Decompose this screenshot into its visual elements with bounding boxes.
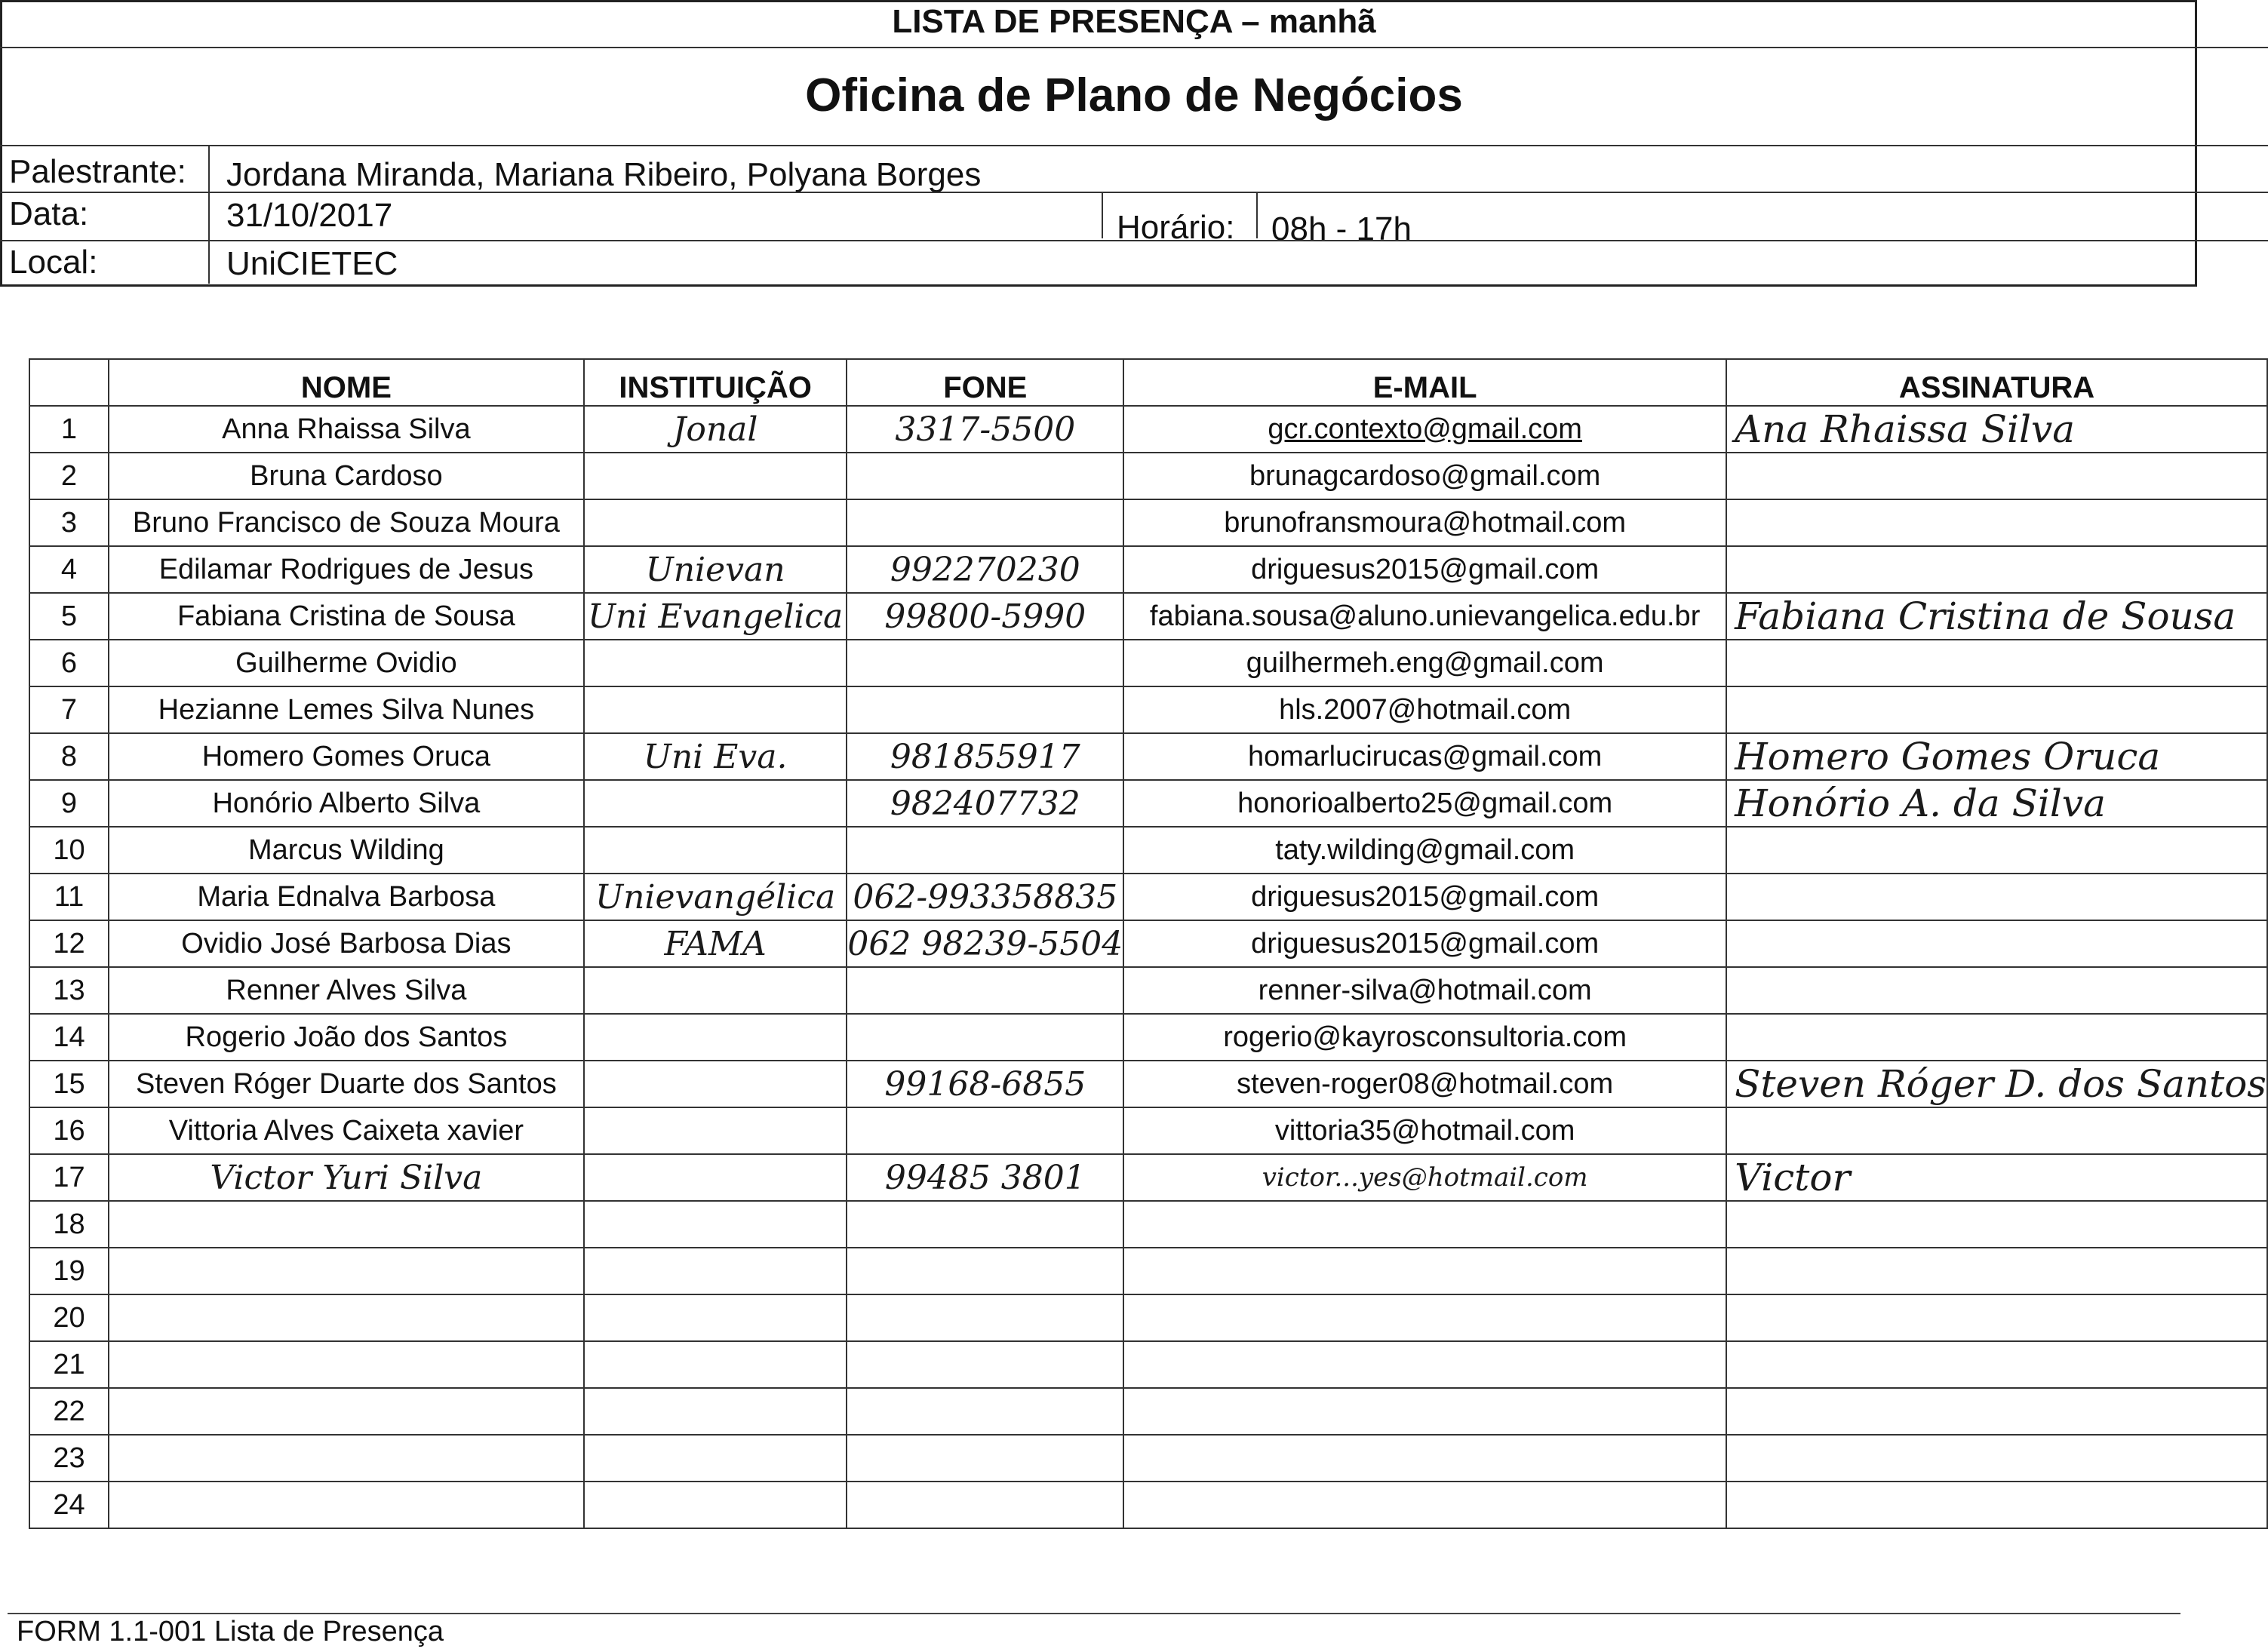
row-number: 16 [29,1107,109,1154]
cell-fone [847,1388,1123,1435]
row-number: 2 [29,453,109,499]
cell-instituicao [584,1201,847,1248]
cell-fone [847,1201,1123,1248]
cell-fone: 062 98239-5504 [847,920,1123,967]
cell-nome [109,1482,584,1528]
table-body [29,406,2267,1528]
table-row [29,780,2267,827]
table-row [29,1107,2267,1154]
cell-nome: Bruna Cardoso [109,453,584,499]
cell-instituicao [584,1248,847,1294]
cell-fone [847,499,1123,546]
row-number: 24 [29,1482,109,1528]
cell-email: rogerio@kayrosconsultoria.com [1123,1014,1726,1061]
table-row [29,1482,2267,1528]
cell-email: driguesus2015@gmail.com [1123,874,1726,920]
cell-email: fabiana.sousa@aluno.unievangelica.edu.br [1123,593,1726,640]
col-instituicao: INSTITUIÇÃO [584,359,847,406]
cell-instituicao [584,1388,847,1435]
date-label: Data: [9,195,89,232]
cell-instituicao: FAMA [584,920,847,967]
cell-nome: Victor Yuri Silva [109,1154,584,1201]
cell-fone [847,686,1123,733]
cell-assinatura: Homero Gomes Oruca [1726,733,2267,780]
cell-assinatura [1726,1294,2267,1341]
cell-instituicao [584,453,847,499]
cell-assinatura [1726,920,2267,967]
cell-email: driguesus2015@gmail.com [1123,546,1726,593]
table-row [29,874,2267,920]
cell-nome: Anna Rhaissa Silva [109,406,584,453]
cell-email [1123,1435,1726,1482]
row-number: 4 [29,546,109,593]
cell-nome [109,1388,584,1435]
cell-assinatura [1726,640,2267,686]
cell-email: brunagcardoso@gmail.com [1123,453,1726,499]
row-number: 15 [29,1061,109,1107]
cell-assinatura [1726,499,2267,546]
cell-instituicao [584,967,847,1014]
cell-email: hls.2007@hotmail.com [1123,686,1726,733]
cell-email: guilhermeh.eng@gmail.com [1123,640,1726,686]
cell-nome: Vittoria Alves Caixeta xavier [109,1107,584,1154]
cell-nome: Marcus Wilding [109,827,584,874]
table-row [29,406,2267,453]
cell-fone: 3317-5500 [847,406,1123,453]
row-number: 17 [29,1154,109,1201]
cell-fone: 062-993358835 [847,874,1123,920]
table-row [29,1341,2267,1388]
cell-assinatura: Fabiana Cristina de Sousa [1726,593,2267,640]
cell-fone: 982407732 [847,780,1123,827]
row-number: 23 [29,1435,109,1482]
cell-fone [847,453,1123,499]
table-row [29,593,2267,640]
cell-fone: 99485 3801 [847,1154,1123,1201]
cell-assinatura [1726,546,2267,593]
cell-nome: Fabiana Cristina de Sousa [109,593,584,640]
table-row [29,1388,2267,1435]
cell-assinatura [1726,1107,2267,1154]
cell-nome: Homero Gomes Oruca [109,733,584,780]
cell-assinatura: Steven Róger D. dos Santos [1726,1061,2267,1107]
row-number: 20 [29,1294,109,1341]
row-number: 1 [29,406,109,453]
cell-assinatura [1726,686,2267,733]
cell-fone: 992270230 [847,546,1123,593]
cell-assinatura [1726,1388,2267,1435]
table-row [29,686,2267,733]
cell-fone: 99168-6855 [847,1061,1123,1107]
cell-instituicao [584,827,847,874]
cell-assinatura [1726,1248,2267,1294]
cell-fone [847,1248,1123,1294]
row-number: 5 [29,593,109,640]
cell-nome [109,1435,584,1482]
cell-email: honorioalberto25@gmail.com [1123,780,1726,827]
time-value: 08h - 17h [1271,210,1412,247]
table-row [29,1014,2267,1061]
row-number: 7 [29,686,109,733]
divider [0,47,2268,48]
row-number: 8 [29,733,109,780]
cell-assinatura [1726,1014,2267,1061]
cell-assinatura [1726,827,2267,874]
event-title: Oficina de Plano de Negócios [805,69,1463,121]
cell-instituicao: Unievangélica [584,874,847,920]
cell-instituicao [584,499,847,546]
header-box [0,0,2197,287]
cell-instituicao: Unievan [584,546,847,593]
cell-instituicao [584,1341,847,1388]
cell-email: victor...yes@hotmail.com [1123,1154,1726,1201]
cell-assinatura [1726,1482,2267,1528]
cell-email: vittoria35@hotmail.com [1123,1107,1726,1154]
cell-instituicao: Uni Eva. [584,733,847,780]
cell-nome: Steven Róger Duarte dos Santos [109,1061,584,1107]
cell-instituicao [584,1107,847,1154]
col-fone: FONE [847,359,1123,406]
cell-assinatura [1726,1341,2267,1388]
cell-nome [109,1201,584,1248]
cell-instituicao: Jonal [584,406,847,453]
speaker-value: Jordana Miranda, Mariana Ribeiro, Polyana Borges [226,156,982,193]
table-row [29,920,2267,967]
cell-nome [109,1341,584,1388]
cell-nome: Bruno Francisco de Souza Moura [109,499,584,546]
table-header-row [29,359,2267,406]
place-value: UniCIETEC [226,245,398,282]
cell-instituicao [584,1294,847,1341]
row-number: 14 [29,1014,109,1061]
col-nome: NOME [109,359,584,406]
attendance-table [29,358,2268,1529]
row-number: 18 [29,1201,109,1248]
divider [1102,192,1105,238]
cell-assinatura [1726,1435,2267,1482]
table-row [29,1154,2267,1201]
cell-instituicao [584,1154,847,1201]
speaker-label: Palestrante: [9,153,186,190]
table-row [29,733,2267,780]
cell-email: steven-roger08@hotmail.com [1123,1061,1726,1107]
cell-instituicao [584,1014,847,1061]
table-row [29,640,2267,686]
cell-assinatura [1726,453,2267,499]
cell-email [1123,1248,1726,1294]
row-number: 22 [29,1388,109,1435]
cell-email: taty.wilding@gmail.com [1123,827,1726,874]
cell-email: brunofransmoura@hotmail.com [1123,499,1726,546]
row-number: 19 [29,1248,109,1294]
row-number: 21 [29,1341,109,1388]
cell-nome: Renner Alves Silva [109,967,584,1014]
cell-instituicao [584,640,847,686]
cell-assinatura: Ana Rhaissa Silva [1726,406,2267,453]
cell-email [1123,1388,1726,1435]
time-label: Horário: [1117,209,1235,246]
cell-assinatura [1726,967,2267,1014]
cell-assinatura [1726,874,2267,920]
cell-instituicao [584,1061,847,1107]
cell-assinatura: Honório A. da Silva [1726,780,2267,827]
table-row [29,1294,2267,1341]
divider [1256,192,1259,238]
cell-email: driguesus2015@gmail.com [1123,920,1726,967]
cell-nome: Maria Ednalva Barbosa [109,874,584,920]
cell-instituicao: Uni Evangelica [584,593,847,640]
col-assinatura: ASSINATURA [1726,359,2267,406]
table-row [29,827,2267,874]
cell-email: homarlucirucas@gmail.com [1123,733,1726,780]
cell-fone [847,1014,1123,1061]
cell-nome: Guilherme Ovidio [109,640,584,686]
cell-nome: Ovidio José Barbosa Dias [109,920,584,967]
cell-email: renner-silva@hotmail.com [1123,967,1726,1014]
cell-instituicao [584,1435,847,1482]
cell-email [1123,1201,1726,1248]
table-row [29,1201,2267,1248]
cell-instituicao [584,686,847,733]
cell-nome: Honório Alberto Silva [109,780,584,827]
cell-nome: Hezianne Lemes Silva Nunes [109,686,584,733]
cell-fone [847,1482,1123,1528]
table-row [29,453,2267,499]
col-email: E-MAIL [1123,359,1726,406]
table-row [29,1061,2267,1107]
list-title: LISTA DE PRESENÇA – manhã [892,3,1376,40]
cell-fone [847,827,1123,874]
row-number: 3 [29,499,109,546]
divider [0,145,2268,146]
cell-email [1123,1294,1726,1341]
table-row [29,1248,2267,1294]
row-number: 6 [29,640,109,686]
table-row [29,499,2267,546]
cell-nome [109,1248,584,1294]
divider [208,145,211,284]
cell-fone [847,1294,1123,1341]
cell-email [1123,1482,1726,1528]
cell-email: gcr.contexto@gmail.com [1123,406,1726,453]
cell-instituicao [584,1482,847,1528]
cell-fone: 981855917 [847,733,1123,780]
cell-instituicao [584,780,847,827]
cell-fone [847,1435,1123,1482]
col-number [29,359,109,406]
cell-fone [847,1341,1123,1388]
date-value: 31/10/2017 [226,197,393,234]
cell-assinatura: Victor [1726,1154,2267,1201]
table-row [29,967,2267,1014]
cell-fone [847,967,1123,1014]
table-row [29,546,2267,593]
cell-nome: Edilamar Rodrigues de Jesus [109,546,584,593]
cell-fone: 99800-5990 [847,593,1123,640]
cell-fone [847,640,1123,686]
form-code: FORM 1.1-001 Lista de Presença [17,1616,444,1647]
cell-nome: Rogerio João dos Santos [109,1014,584,1061]
cell-assinatura [1726,1201,2267,1248]
place-label: Local: [9,244,98,281]
row-number: 11 [29,874,109,920]
cell-nome [109,1294,584,1341]
table-row [29,1435,2267,1482]
row-number: 10 [29,827,109,874]
row-number: 13 [29,967,109,1014]
cell-fone [847,1107,1123,1154]
row-number: 12 [29,920,109,967]
row-number: 9 [29,780,109,827]
cell-email [1123,1341,1726,1388]
